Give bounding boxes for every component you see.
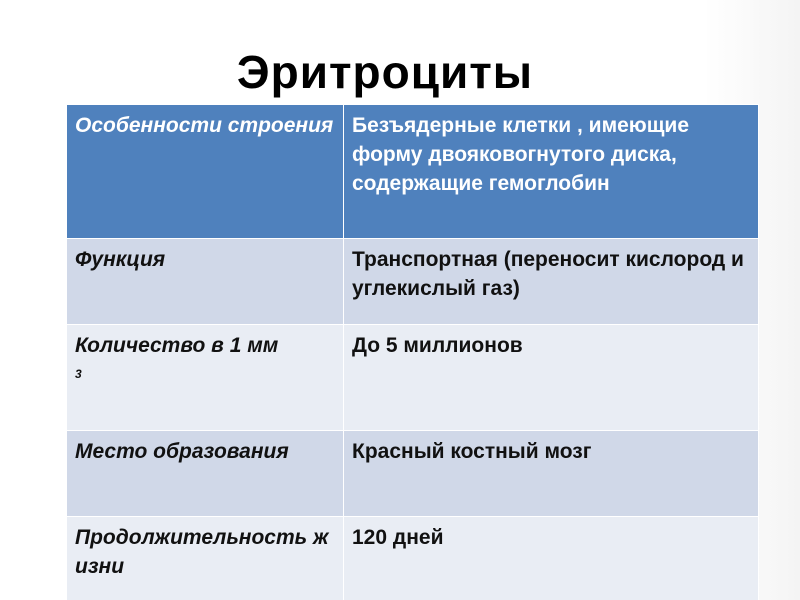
table-row-origin bbox=[67, 431, 759, 517]
table-cell-label: Особенности строения bbox=[67, 105, 344, 239]
table-row-lifespan bbox=[67, 517, 759, 600]
table-cell-value: Транспортная (переносит кислород и углекислый газ) bbox=[344, 239, 759, 325]
table-cell-label bbox=[67, 325, 344, 431]
table-cell-label: Место образования bbox=[67, 431, 344, 517]
table-cell-value: До 5 миллионов bbox=[344, 325, 759, 431]
table-cell-label: Функция bbox=[67, 239, 344, 325]
table-cell-value: 120 дней bbox=[344, 517, 759, 600]
count-label-superscript: 3 bbox=[75, 367, 82, 381]
table-row-structure bbox=[67, 105, 759, 239]
table-row-count bbox=[67, 325, 759, 431]
table-row-function bbox=[67, 239, 759, 325]
table-cell-value: Безъядерные клетки , имеющие форму двояковогнутого диска, содержащие гемоглобин bbox=[344, 105, 759, 239]
slide-title: Эритроциты bbox=[236, 46, 534, 98]
table-cell-label: Продолжительность жизни bbox=[67, 517, 344, 600]
table-cell-value: Красный костный мозг bbox=[344, 431, 759, 517]
erythrocyte-table bbox=[66, 104, 759, 600]
count-label-text: Количество в 1 мм bbox=[75, 334, 279, 357]
